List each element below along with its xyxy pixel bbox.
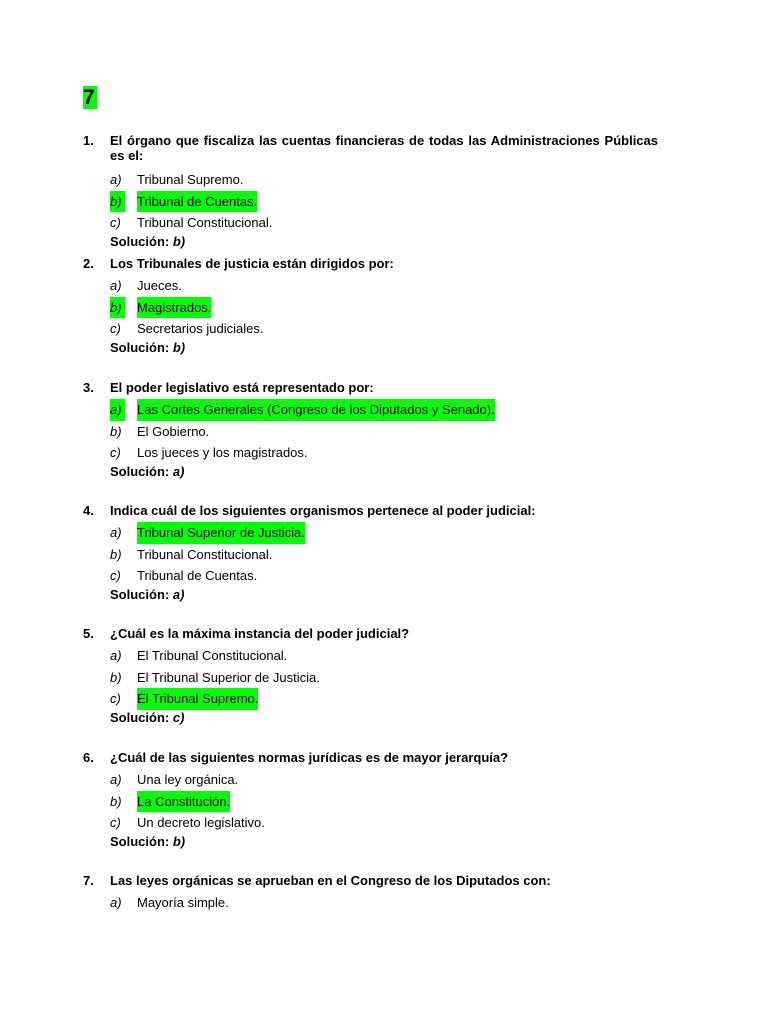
option-b bbox=[0, 297, 768, 319]
option-a bbox=[0, 169, 768, 191]
option-a bbox=[0, 645, 768, 667]
option-letter: a) bbox=[110, 278, 122, 293]
question-number: 2. bbox=[83, 256, 94, 271]
solution bbox=[110, 234, 768, 250]
question-header bbox=[0, 256, 768, 271]
option-b bbox=[0, 191, 768, 213]
option-letter: c) bbox=[110, 815, 121, 830]
option-letter: c) bbox=[110, 321, 121, 336]
question-text: Las leyes orgánicas se aprueban en el Congreso de los Diputados con: bbox=[110, 873, 551, 888]
solution-label: Solución: bbox=[110, 233, 170, 249]
question-2 bbox=[0, 256, 768, 380]
question-6 bbox=[0, 750, 768, 873]
option-text: Tribunal Constitucional. bbox=[137, 546, 273, 562]
option-text: Secretarios judiciales. bbox=[137, 321, 264, 336]
question-text: ¿Cuál de las siguientes normas jurídicas es de mayor jerarquía? bbox=[110, 750, 509, 765]
solution-value: b) bbox=[172, 233, 186, 249]
option-b bbox=[0, 421, 768, 443]
option-letter: c) bbox=[110, 445, 121, 460]
question-number: 5. bbox=[83, 626, 94, 641]
option-c bbox=[0, 318, 768, 340]
option-letter: a) bbox=[110, 772, 122, 787]
option-text-highlighted: La Constitución. bbox=[137, 791, 230, 813]
solution bbox=[110, 464, 768, 480]
option-text: Tribunal Constitucional. bbox=[137, 215, 273, 230]
question-text: Los Tribunales de justicia están dirigidos por: bbox=[110, 256, 394, 271]
option-letter: c) bbox=[110, 691, 121, 706]
option-letter: b) bbox=[110, 669, 122, 685]
solution bbox=[110, 587, 768, 603]
question-number: 6. bbox=[83, 750, 94, 765]
question-1 bbox=[0, 133, 768, 256]
option-c bbox=[0, 442, 768, 464]
option-letter: b) bbox=[110, 423, 122, 439]
option-text: Una ley orgánica. bbox=[137, 772, 239, 787]
question-header bbox=[0, 503, 768, 518]
option-text: Mayoría simple. bbox=[137, 895, 229, 910]
option-text-highlighted: Tribunal Superior de Justicia. bbox=[137, 522, 305, 544]
question-7 bbox=[0, 873, 768, 914]
question-text: Indica cuál de los siguientes organismos pertenece al poder judicial: bbox=[110, 503, 536, 518]
question-text: ¿Cuál es la máxima instancia del poder judicial? bbox=[110, 626, 410, 641]
option-text: Tribunal de Cuentas. bbox=[137, 568, 258, 583]
option-a bbox=[0, 522, 768, 544]
option-text: El Tribunal Superior de Justicia. bbox=[137, 669, 320, 685]
option-letter: c) bbox=[110, 215, 121, 230]
option-text: El Gobierno. bbox=[137, 423, 210, 439]
option-c bbox=[0, 812, 768, 834]
option-text: El Tribunal Constitucional. bbox=[137, 648, 288, 663]
option-text: Los jueces y los magistrados. bbox=[137, 445, 308, 460]
question-3 bbox=[0, 380, 768, 503]
option-a bbox=[0, 769, 768, 791]
option-text-highlighted: Magistrados. bbox=[137, 297, 211, 319]
option-letter: a) bbox=[110, 399, 125, 421]
question-text: El poder legislativo está representado por: bbox=[110, 380, 374, 395]
option-b bbox=[0, 791, 768, 813]
solution-label: Solución: bbox=[110, 709, 170, 725]
option-a bbox=[0, 399, 768, 421]
option-b bbox=[0, 667, 768, 689]
option-text-highlighted: Tribunal de Cuentas. bbox=[137, 191, 257, 213]
option-letter: b) bbox=[110, 793, 122, 809]
option-letter: a) bbox=[110, 648, 122, 663]
question-number: 4. bbox=[83, 503, 94, 518]
option-letter: b) bbox=[110, 297, 125, 319]
solution bbox=[110, 710, 768, 726]
option-c bbox=[0, 565, 768, 587]
question-text: El órgano que fiscaliza las cuentas financieras de todas las Administraciones Públicas es el: bbox=[110, 133, 658, 163]
solution-value: c) bbox=[172, 709, 185, 725]
question-header bbox=[0, 380, 768, 395]
solution-label: Solución: bbox=[110, 339, 170, 355]
solution-value: a) bbox=[172, 586, 185, 602]
option-text: Un decreto legislativo. bbox=[137, 815, 265, 830]
solution bbox=[110, 834, 768, 850]
option-letter: b) bbox=[110, 546, 122, 562]
option-letter: c) bbox=[110, 568, 121, 583]
option-letter: b) bbox=[110, 191, 125, 213]
option-a bbox=[0, 892, 768, 914]
solution-value: a) bbox=[172, 463, 185, 479]
solution-value: b) bbox=[172, 339, 186, 355]
solution-label: Solución: bbox=[110, 833, 170, 849]
option-text-highlighted: El Tribunal Supremo. bbox=[137, 688, 258, 710]
question-4 bbox=[0, 503, 768, 626]
chapter-number: 7 bbox=[83, 86, 95, 109]
question-header bbox=[0, 133, 768, 163]
question-header bbox=[0, 750, 768, 765]
question-header bbox=[0, 873, 768, 888]
option-text-highlighted: Las Cortes Generales (Congreso de los Diputados y Senado). bbox=[137, 399, 495, 421]
question-number: 7. bbox=[83, 873, 94, 888]
option-text: Tribunal Supremo. bbox=[137, 172, 244, 187]
question-number: 3. bbox=[83, 380, 94, 395]
option-letter: a) bbox=[110, 895, 122, 910]
solution-value: b) bbox=[172, 833, 186, 849]
option-letter: a) bbox=[110, 525, 122, 540]
solution-label: Solución: bbox=[110, 586, 170, 602]
question-5 bbox=[0, 626, 768, 750]
solution-label: Solución: bbox=[110, 463, 170, 479]
option-letter: a) bbox=[110, 172, 122, 187]
option-c bbox=[0, 688, 768, 710]
option-b bbox=[0, 544, 768, 566]
question-number: 1. bbox=[83, 133, 94, 148]
question-header bbox=[0, 626, 768, 641]
solution bbox=[110, 340, 768, 356]
question-list bbox=[0, 133, 768, 914]
option-a bbox=[0, 275, 768, 297]
option-text: Jueces. bbox=[137, 278, 182, 293]
option-c bbox=[0, 212, 768, 234]
